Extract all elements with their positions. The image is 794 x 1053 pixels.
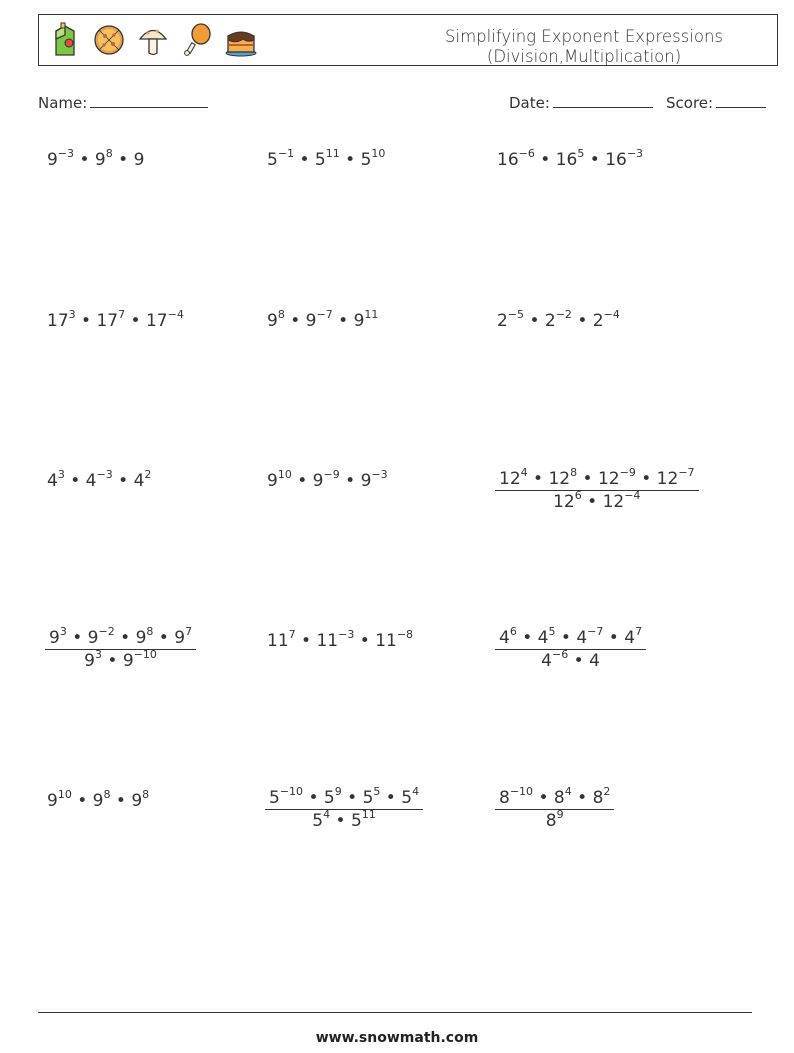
exponent: −3 bbox=[96, 468, 113, 482]
base: 9 bbox=[267, 471, 278, 491]
multiply-dot: • bbox=[102, 651, 123, 671]
multiply-dot: • bbox=[527, 469, 549, 489]
base: 12 bbox=[553, 492, 575, 512]
exponent: −5 bbox=[507, 308, 525, 322]
problem-1 bbox=[47, 147, 145, 170]
exponent: 7 bbox=[635, 625, 643, 639]
multiply-dot: • bbox=[571, 788, 593, 808]
power-term bbox=[305, 308, 333, 331]
multiply-dot: • bbox=[114, 628, 136, 648]
worksheet-header bbox=[38, 14, 778, 66]
multiply-dot: • bbox=[533, 788, 554, 808]
base: 4 bbox=[589, 651, 600, 671]
multiply-dot: • bbox=[71, 791, 93, 811]
problem-13 bbox=[47, 788, 150, 811]
multiply-dot: • bbox=[110, 791, 132, 811]
exponent: 6 bbox=[574, 489, 582, 503]
worksheet-title bbox=[445, 27, 723, 67]
exponent: −3 bbox=[57, 147, 75, 161]
power-term bbox=[47, 147, 75, 170]
base: 4 bbox=[133, 471, 145, 491]
base: 9 bbox=[360, 471, 372, 491]
problem-9 bbox=[495, 466, 699, 512]
pizza-icon bbox=[93, 22, 125, 58]
base: 9 bbox=[84, 651, 95, 671]
date-label: Date: bbox=[509, 94, 550, 112]
base: 2 bbox=[544, 311, 556, 331]
power-term bbox=[541, 648, 569, 671]
base: 11 bbox=[316, 631, 339, 651]
base: 12 bbox=[499, 469, 521, 489]
power-term bbox=[85, 468, 113, 491]
base: 9 bbox=[87, 628, 99, 648]
multiply-dot: • bbox=[339, 150, 361, 170]
power-term bbox=[548, 466, 578, 489]
exponent: 10 bbox=[371, 147, 386, 161]
exponent: 8 bbox=[570, 466, 578, 480]
power-term bbox=[267, 468, 292, 491]
power-term bbox=[323, 785, 342, 808]
base: 17 bbox=[47, 311, 69, 331]
power-term bbox=[545, 808, 564, 831]
power-term bbox=[497, 147, 535, 170]
numerator bbox=[45, 625, 196, 650]
numerator bbox=[495, 785, 614, 810]
chicken-leg-icon bbox=[181, 22, 213, 58]
name-blank[interactable] bbox=[90, 93, 208, 108]
exponent: 8 bbox=[105, 147, 113, 161]
exponent: −2 bbox=[555, 308, 572, 322]
power-term bbox=[537, 625, 556, 648]
exponent: −2 bbox=[98, 625, 115, 639]
juice-carton-icon bbox=[49, 22, 81, 58]
exponent: −10 bbox=[509, 785, 534, 799]
base: 2 bbox=[592, 311, 604, 331]
base: 11 bbox=[375, 631, 397, 651]
power-term bbox=[353, 308, 379, 331]
base: 5 bbox=[362, 788, 374, 808]
power-term bbox=[401, 785, 420, 808]
multiply-dot: • bbox=[524, 311, 545, 331]
power-term bbox=[47, 788, 72, 811]
power-term bbox=[312, 808, 331, 831]
base: 9 bbox=[305, 311, 317, 331]
exponent: 4 bbox=[520, 466, 528, 480]
power-term bbox=[92, 788, 111, 811]
base: 8 bbox=[545, 811, 557, 831]
base: 8 bbox=[553, 788, 565, 808]
exponent: 3 bbox=[68, 308, 76, 322]
power-term bbox=[312, 468, 340, 491]
problem-5 bbox=[267, 308, 379, 331]
power-term bbox=[544, 308, 572, 331]
exponent: −7 bbox=[587, 625, 604, 639]
power-term bbox=[555, 147, 585, 170]
fraction bbox=[495, 625, 646, 671]
exponent: 3 bbox=[59, 625, 67, 639]
power-term bbox=[134, 150, 145, 170]
power-term bbox=[87, 625, 115, 648]
exponent: −6 bbox=[552, 648, 569, 662]
power-term bbox=[267, 628, 296, 651]
mushroom-icon bbox=[137, 22, 169, 58]
exponent: −10 bbox=[133, 648, 157, 662]
multiply-dot: • bbox=[555, 628, 577, 648]
problem-8 bbox=[267, 468, 388, 491]
base: 9 bbox=[312, 471, 324, 491]
multiply-dot: • bbox=[153, 628, 175, 648]
base: 5 bbox=[314, 150, 326, 170]
numerator bbox=[495, 466, 699, 491]
exponent: 5 bbox=[373, 785, 381, 799]
exponent: 8 bbox=[142, 788, 150, 802]
power-term bbox=[624, 625, 643, 648]
title-line-1: Simplifying Exponent Expressions bbox=[445, 27, 723, 46]
power-term bbox=[47, 468, 65, 491]
multiply-dot: • bbox=[64, 471, 86, 491]
multiply-dot: • bbox=[112, 150, 134, 170]
power-term bbox=[592, 308, 620, 331]
problem-11 bbox=[267, 628, 414, 651]
score-blank[interactable] bbox=[716, 93, 766, 108]
numerator bbox=[495, 625, 646, 650]
multiply-dot: • bbox=[294, 150, 315, 170]
power-term bbox=[131, 788, 150, 811]
problem-4 bbox=[47, 308, 184, 331]
exponent: 4 bbox=[323, 808, 331, 822]
base: 12 bbox=[548, 469, 571, 489]
exponent: −3 bbox=[626, 147, 644, 161]
base: 9 bbox=[135, 628, 147, 648]
exponent: −4 bbox=[603, 308, 620, 322]
exponent: 4 bbox=[412, 785, 420, 799]
exponent: −7 bbox=[316, 308, 333, 322]
exponent: 3 bbox=[95, 648, 102, 662]
base: 4 bbox=[47, 471, 58, 491]
power-term bbox=[316, 628, 355, 651]
power-term bbox=[360, 468, 388, 491]
base: 5 bbox=[323, 788, 335, 808]
base: 4 bbox=[537, 628, 549, 648]
date-blank[interactable] bbox=[553, 93, 653, 108]
multiply-dot: • bbox=[581, 492, 603, 512]
problem-15 bbox=[495, 785, 614, 831]
problem-6 bbox=[497, 308, 620, 331]
base: 9 bbox=[131, 791, 143, 811]
base: 5 bbox=[360, 150, 372, 170]
exponent: 11 bbox=[364, 308, 379, 322]
base: 17 bbox=[145, 311, 168, 331]
power-term bbox=[122, 648, 157, 671]
multiply-dot: • bbox=[295, 631, 317, 651]
base: 5 bbox=[401, 788, 413, 808]
multiply-dot: • bbox=[571, 311, 593, 331]
multiply-dot: • bbox=[74, 150, 95, 170]
multiply-dot: • bbox=[291, 471, 313, 491]
multiply-dot: • bbox=[534, 150, 556, 170]
footer-url: www.snowmath.com bbox=[315, 1030, 479, 1046]
exponent: 3 bbox=[57, 468, 65, 482]
power-term bbox=[553, 489, 582, 512]
base: 12 bbox=[656, 469, 679, 489]
multiply-dot: • bbox=[284, 311, 306, 331]
exponent: −9 bbox=[619, 466, 636, 480]
exponent: 5 bbox=[548, 625, 556, 639]
title-line-2: (Division,Multiplication) bbox=[486, 47, 682, 66]
multiply-dot: • bbox=[568, 651, 590, 671]
power-term bbox=[656, 466, 695, 489]
base: 9 bbox=[94, 150, 106, 170]
exponent: −9 bbox=[323, 468, 340, 482]
exponent: 10 bbox=[57, 788, 72, 802]
exponent: 7 bbox=[185, 625, 193, 639]
power-term bbox=[267, 147, 295, 170]
power-term bbox=[94, 147, 113, 170]
power-term bbox=[589, 651, 600, 671]
denominator bbox=[542, 810, 568, 831]
power-term bbox=[592, 785, 611, 808]
fraction bbox=[45, 625, 196, 671]
name-field[interactable] bbox=[38, 93, 208, 112]
exponent: 6 bbox=[509, 625, 517, 639]
multiply-dot: • bbox=[354, 631, 376, 651]
multiply-dot: • bbox=[603, 628, 625, 648]
exponent: 8 bbox=[277, 308, 285, 322]
fraction bbox=[495, 785, 614, 831]
multiply-dot: • bbox=[339, 471, 361, 491]
problem-12 bbox=[495, 625, 646, 671]
exponent: 9 bbox=[334, 785, 342, 799]
exponent: 11 bbox=[325, 147, 340, 161]
power-term bbox=[553, 785, 572, 808]
exponent: −7 bbox=[678, 466, 695, 480]
power-term bbox=[499, 625, 517, 648]
power-term bbox=[267, 308, 285, 331]
denominator bbox=[537, 650, 604, 671]
multiply-dot: • bbox=[125, 311, 146, 331]
base: 9 bbox=[92, 791, 104, 811]
power-term bbox=[499, 785, 534, 808]
name-label: Name: bbox=[38, 94, 88, 112]
problem-3 bbox=[497, 147, 644, 170]
exponent: −4 bbox=[167, 308, 184, 322]
base: 4 bbox=[85, 471, 97, 491]
cake-icon bbox=[225, 22, 257, 58]
multiply-dot: • bbox=[577, 469, 598, 489]
power-term bbox=[597, 466, 636, 489]
base: 5 bbox=[267, 150, 278, 170]
multiply-dot: • bbox=[341, 788, 363, 808]
power-term bbox=[174, 625, 193, 648]
score-label: Score: bbox=[666, 94, 714, 112]
problem-14 bbox=[265, 785, 423, 831]
exponent: −4 bbox=[624, 489, 641, 503]
power-term bbox=[350, 808, 376, 831]
power-term bbox=[605, 147, 644, 170]
power-term bbox=[375, 628, 414, 651]
power-term bbox=[497, 308, 525, 331]
denominator bbox=[80, 650, 161, 671]
exponent: 8 bbox=[146, 625, 154, 639]
exponent: 4 bbox=[564, 785, 572, 799]
exponent: 2 bbox=[603, 785, 611, 799]
base: 4 bbox=[541, 651, 552, 671]
fraction bbox=[495, 466, 699, 512]
multiply-dot: • bbox=[303, 788, 324, 808]
multiply-dot: • bbox=[380, 788, 402, 808]
power-term bbox=[602, 489, 641, 512]
power-term bbox=[96, 308, 126, 331]
multiply-dot: • bbox=[584, 150, 606, 170]
power-term bbox=[49, 625, 67, 648]
exponent: −6 bbox=[518, 147, 535, 161]
base: 9 bbox=[174, 628, 186, 648]
power-term bbox=[269, 785, 304, 808]
power-term bbox=[47, 308, 76, 331]
base: 8 bbox=[592, 788, 604, 808]
denominator bbox=[308, 810, 380, 831]
footer-divider bbox=[38, 1012, 752, 1013]
base: 5 bbox=[312, 811, 324, 831]
base: 4 bbox=[499, 628, 510, 648]
multiply-dot: • bbox=[635, 469, 657, 489]
base: 9 bbox=[47, 150, 58, 170]
base: 11 bbox=[267, 631, 289, 651]
power-term bbox=[135, 625, 154, 648]
base: 5 bbox=[269, 788, 280, 808]
base: 9 bbox=[267, 311, 278, 331]
base: 9 bbox=[353, 311, 365, 331]
exponent: −3 bbox=[371, 468, 388, 482]
multiply-dot: • bbox=[75, 311, 97, 331]
multiply-dot: • bbox=[112, 471, 134, 491]
base: 12 bbox=[597, 469, 620, 489]
base: 2 bbox=[497, 311, 508, 331]
multiply-dot: • bbox=[66, 628, 88, 648]
exponent: −8 bbox=[396, 628, 414, 642]
exponent: 9 bbox=[556, 808, 564, 822]
problem-7 bbox=[47, 468, 152, 491]
base: 9 bbox=[49, 628, 60, 648]
base: 5 bbox=[350, 811, 362, 831]
power-term bbox=[145, 308, 184, 331]
base: 16 bbox=[605, 150, 627, 170]
power-term bbox=[499, 466, 528, 489]
score-field[interactable] bbox=[666, 93, 766, 112]
problem-2 bbox=[267, 147, 386, 170]
power-term bbox=[84, 648, 102, 671]
denominator bbox=[549, 491, 644, 512]
exponent: 11 bbox=[361, 808, 376, 822]
power-term bbox=[314, 147, 340, 170]
multiply-dot: • bbox=[332, 311, 354, 331]
power-term bbox=[576, 625, 604, 648]
exponent: 7 bbox=[118, 308, 126, 322]
base: 9 bbox=[122, 651, 134, 671]
exponent: 10 bbox=[277, 468, 292, 482]
multiply-dot: • bbox=[330, 811, 351, 831]
base: 16 bbox=[555, 150, 578, 170]
exponent: 5 bbox=[577, 147, 585, 161]
fraction bbox=[265, 785, 423, 831]
base: 16 bbox=[497, 150, 519, 170]
exponent: 8 bbox=[103, 788, 111, 802]
exponent: 2 bbox=[144, 468, 152, 482]
base: 17 bbox=[96, 311, 119, 331]
base: 8 bbox=[499, 788, 510, 808]
header-icons bbox=[49, 22, 257, 58]
base: 9 bbox=[133, 150, 145, 170]
exponent: 7 bbox=[288, 628, 296, 642]
problem-10 bbox=[45, 625, 196, 671]
power-term bbox=[362, 785, 381, 808]
exponent: −1 bbox=[277, 147, 295, 161]
power-term bbox=[133, 468, 152, 491]
date-field[interactable] bbox=[509, 93, 653, 112]
multiply-dot: • bbox=[516, 628, 538, 648]
exponent: −10 bbox=[279, 785, 304, 799]
base: 4 bbox=[576, 628, 588, 648]
base: 9 bbox=[47, 791, 58, 811]
base: 12 bbox=[602, 492, 625, 512]
exponent: −3 bbox=[338, 628, 355, 642]
power-term bbox=[360, 147, 386, 170]
numerator bbox=[265, 785, 423, 810]
base: 4 bbox=[624, 628, 636, 648]
